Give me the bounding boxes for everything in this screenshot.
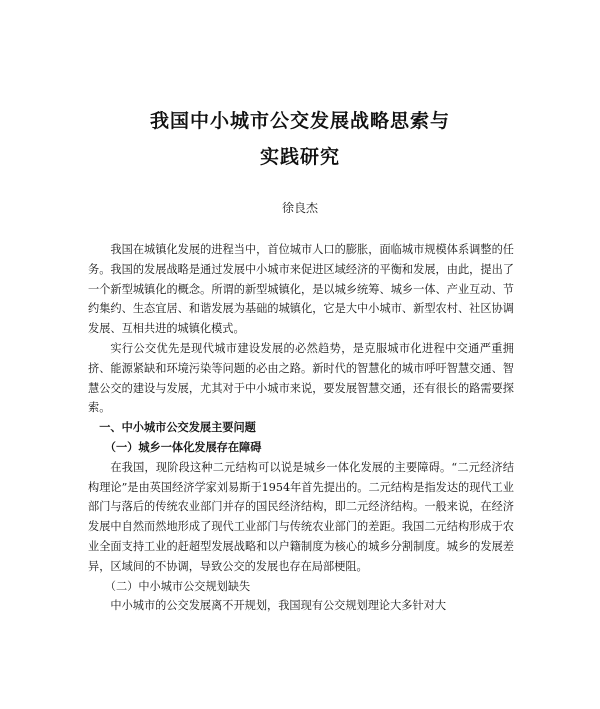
subsection-1-paragraph: 在我国，现阶段这种二元结构可以说是城乡一体化发展的主要障碍。“二元经济结构理论”是由英国经济学家刘易斯于1954年首先提出的。二元结构是指发达的现代工业部门与落后的传统农业部门并存的国民经济结构，即二元经济结构。一般来说，在经济发展中自然而然地形成了现代工业部门与传统农业部门的差距。我国二元结构形成于农业全面支持工业的赶超型发展战略和以户籍制度为核心的城乡分割制度。城乡的发展差异，区域间的不协调，导致公交的发展也存在局部梗阻。 xyxy=(88,460,514,573)
paper-title-line-2: 实践研究 xyxy=(259,146,340,168)
section-1-heading: 一、中小城市公交发展主要问题 xyxy=(99,421,256,435)
paper-body xyxy=(88,240,514,616)
intro-paragraph-1: 我国在城镇化发展的进程当中，首位城市人口的膨胀，面临城市规模体系调整的任务。我国的发展战略是通过发展中小城市来促进区域经济的平衡和发展，由此，提出了一个新型城镇化的概念。所谓的新型城镇化，是以城乡统筹、城乡一体、产业互动、节约集约、生态宜居、和谐发展为基础的城镇化，它是大中小城市、新型农村、社区协调发展、互相共进的城镇化模式。 xyxy=(88,243,514,336)
intro-paragraph-2: 实行公交优先是现代城市建设发展的必然趋势，是克服城市化进程中交通严重拥挤、能源紧缺和环境污染等问题的必由之路。新时代的智慧化的城市呼吁智慧交通、智慧公交的建设与发展，尤其对于中小城市来说，要发展智慧交通，还有很长的路需要探索。 xyxy=(88,341,514,415)
paper-title-line-1: 我国中小城市公交发展战略思索与 xyxy=(149,110,450,132)
author-name: 徐良杰 xyxy=(281,201,318,215)
subsection-1-heading: （一）城乡一体化发展存在障碍 xyxy=(104,440,262,454)
subsection-2-heading: （二）中小城市公交规划缺失 xyxy=(104,579,251,593)
subsection-2-paragraph: 中小城市的公交发展离不开规划，我国现有公交规划理论大多针对大 xyxy=(110,599,447,613)
